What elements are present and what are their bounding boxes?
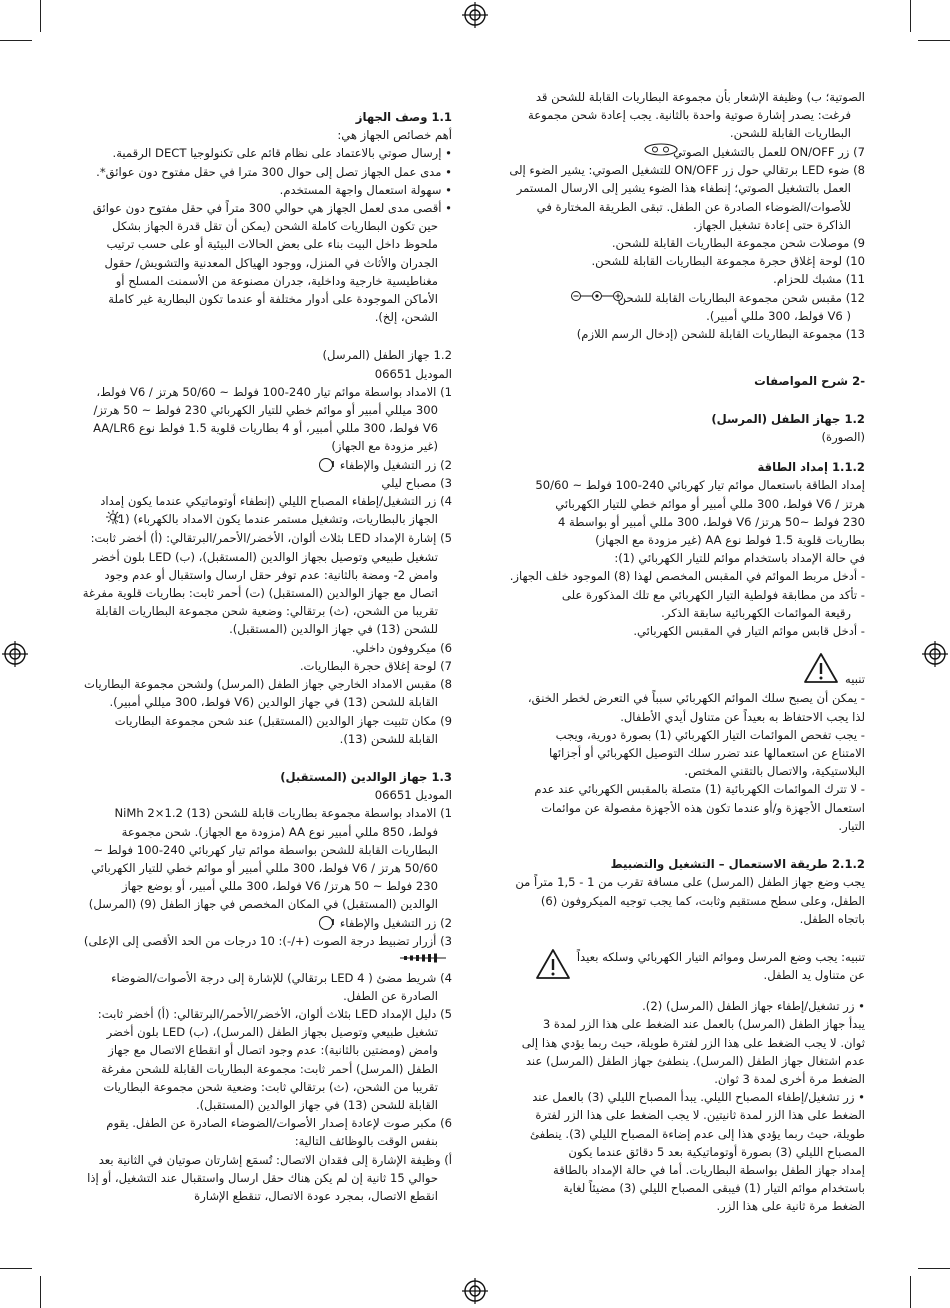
trim-mark bbox=[40, 0, 41, 32]
list-item bbox=[82, 456, 452, 474]
bullet-item: • سهولة استعمال واجهة المستخدم. bbox=[279, 182, 452, 197]
list-item: أ) وظيفة الإشارة إلى فقدان الاتصال: تُسمَع إشارتان صوتيان في الثانية بعد حوالي 15 ثانية إن لم يكن هناك حقل ارسال واستقبال عند التشغيل، أو إذا انقطع الاتصال، بمجرد عودة الاتصال، تنقطع الإشارة bbox=[87, 1152, 452, 1203]
list-item bbox=[500, 289, 865, 308]
text-line: 230 فولط ~50 هرتز/ V6 فولط، 300 مللي أمبير أو بواسطة 4 bbox=[557, 514, 865, 529]
text-line: التيار. bbox=[838, 818, 865, 833]
text-line: إمداد جهاز الطفل بواسطة البطاريات. أما في حالة الإمداد بالطاقة bbox=[553, 1162, 865, 1177]
text-line: الضغط مرة ثانية على هذا الزر. bbox=[716, 1199, 865, 1214]
list-item: 7) لوحة إغلاق حجرة البطاريات. bbox=[299, 658, 452, 673]
registration-mark-top bbox=[462, 2, 488, 28]
list-item: 6) مكبر صوت لإعادة إصدار الأصوات/الضوضاء الصادرة عن الطفل. يقوم بنفس الوقت بالوظائف التالية: bbox=[106, 1116, 452, 1149]
list-item-text: 7) زر ON/OFF للعمل بالتشغيل الصوتي bbox=[673, 144, 865, 159]
list-item: 13) مجموعة البطاريات القابلة للشحن (إدخال الرسم اللازم) bbox=[576, 327, 865, 342]
volume-scale-icon bbox=[398, 950, 434, 968]
list-item: ( V6 فولط، 300 مللي أمبير). bbox=[706, 309, 851, 324]
text-line: الصوتية؛ ب) وظيفة الإشعار بأن مجموعة البطاريات القابلة للشحن قد bbox=[535, 90, 865, 104]
warning-label: تنبيه bbox=[845, 672, 865, 687]
registration-mark-left bbox=[2, 641, 28, 667]
list-item bbox=[82, 914, 452, 932]
list-item: 9) موصلات شحن مجموعة البطاريات القابلة للشحن. bbox=[611, 236, 865, 251]
list-item-text: 2) زر التشغيل والإطفاء bbox=[339, 457, 452, 472]
text-line: المصباح الليلي (3) بصورة أوتوماتيكية بعد 5 دقائق عندما يكون bbox=[568, 1144, 865, 1159]
text-line: - أدخل قابس موائم التيار في المقبس الكهربائي. bbox=[633, 624, 865, 639]
bullet-item: • زر تشغيل/إطفاء جهاز الطفل (المرسل) (2). bbox=[642, 999, 865, 1014]
list-item: 8) ضوء LED برتقالي حول زر ON/OFF للتشغيل الصوتي: يشير الضوء إلى العمل بالتشغيل الصوتي؛ إنطفاء هذا الضوء يشير إلى الارسال المستمر للأصوات/الضوضاء الصادرة عن الطفل. تبقى الطريقة المختارة في الذاكرة حتى إعادة تشغيل الجهاز. bbox=[509, 163, 865, 232]
text-line: فرغت: يصدر إشارة صوتية واحدة بالثانية. يجب إعادة شحن مجموعة bbox=[528, 108, 851, 123]
list-item: 8) مقبس الامداد الخارجي جهاز الطفل (المرسل) ولشحن مجموعة البطاريات القابلة للشحن (13) في جهاز الوالدين (V6 فولط، 300 ميللي أمبير). bbox=[84, 677, 452, 710]
bullet-item: • مدى عمل الجهاز تصل إلى حوال 300 مترا في حقل مفتوح دون عوائق*. bbox=[96, 164, 452, 179]
warning-block bbox=[500, 652, 865, 689]
section-title: 1.2 جهاز الطفل (المرسل) bbox=[322, 348, 452, 363]
power-icon: I bbox=[319, 916, 333, 930]
list-item: 6) ميكروفون داخلي. bbox=[351, 640, 452, 655]
model-number: الموديل 06651 bbox=[374, 366, 452, 381]
trim-mark bbox=[0, 1268, 32, 1269]
registration-mark-bottom bbox=[462, 1278, 488, 1304]
section-title: 1.1 وصف الجهاز bbox=[355, 110, 452, 124]
text-line: تنبيه: يجب وضع المرسل وموائم التيار الكهربائي وسلكه بعيداً bbox=[576, 949, 865, 964]
bullet-item: • زر تشغيل/إطفاء المصباح الليلي. يبدأ المصباح الليلي (3) بالعمل عند bbox=[532, 1090, 865, 1105]
list-item: 5) إشارة الإمداد LED بثلاث ألوان، الأخضر/الأحمر/البرتقالي: (أ) أخضر ثابت: تشغيل طبيعي وتوصيل بجهاز الوالدين (المستقبل)، (ب) LED بلون أخضر وامض 2- ومضة بالثانية: عدم توفر حقل ارسال واستقبال أو عدم وجود اتصال مع جهاز الوالدين (المستقبل) (ت) أحمر ثابت: بطاريات قلوية مفرغة تقريبا من الشحن، (ث) برتقالي: وضعية شحن مجموعة البطاريات القابلة للشحن (13) في جهاز الوالدين (المستقبل). bbox=[82, 531, 452, 637]
text-line: يبدأ جهاز الطفل (المرسل) بالعمل عند الضغط على هذا الزر لمدة 3 bbox=[542, 1017, 865, 1032]
text-line: أهم خصائص الجهاز هي: bbox=[337, 128, 452, 143]
warning-triangle-icon bbox=[535, 948, 571, 985]
text-line: طويلة، حيث ربما يؤدي هذا إلى عدم إضاءة المصباح الليلي (3). ينطفئ bbox=[529, 1126, 865, 1141]
power-icon: I bbox=[319, 458, 333, 472]
list-item bbox=[82, 492, 452, 529]
warning-block bbox=[500, 948, 865, 985]
left-column bbox=[82, 108, 452, 1205]
list-item: 3) مصباح ليلي bbox=[381, 475, 452, 490]
trim-mark bbox=[40, 1276, 41, 1308]
list-item bbox=[500, 143, 865, 162]
list-item: 10) لوحة إغلاق حجرة مجموعة البطاريات القابلة للشحن. bbox=[591, 254, 865, 269]
right-column bbox=[500, 88, 865, 1216]
text-line: - يمكن أن يصبح سلك الموائم الكهربائي سبباً في التعرض لخطر الخنق، bbox=[527, 691, 865, 706]
section-title: -2 شرح المواصفات bbox=[754, 373, 865, 388]
section-title: 1.3 جهاز الوالدين (المستقبل) bbox=[280, 769, 452, 784]
text-line: البطاريات القابلة للشحن. bbox=[729, 126, 851, 141]
trim-mark bbox=[0, 40, 32, 41]
text-line: - يجب تفحص الموائمات التيار الكهربائي (1) بصورة دورية، ويجب bbox=[555, 727, 865, 742]
trim-mark bbox=[910, 1276, 911, 1308]
text-line: البلاستيكية، والاتصال بالتقني المختص. bbox=[684, 764, 865, 779]
list-item-text: 2) زر التشغيل والإطفاء bbox=[339, 915, 452, 930]
list-item bbox=[82, 932, 452, 969]
list-item-text: 3) أزرار تضبيط درجة الصوت (+/-): 10 درجات من الحد الأقصى إلى الإعلى) bbox=[83, 933, 452, 948]
list-item: 1) الامداد بواسطة موائم تيار 240-100 فولط ~ 50/60 هرتز / V6 فولط، 300 ميللي أمبير أو موائم خطي للتيار الكهربائي 230 فولط ~ 50 هرتز/ V6 فولط، 300 مللي أمبير، أو 4 بطاريات قلوية 1.5 فولط نوع AA/LR6 (غير مزودة مع الجهاز) bbox=[93, 384, 452, 454]
text-line: رقيعة الموائمات الكهربائية سابقة الذكر. bbox=[661, 605, 851, 620]
text-line: الضغط على هذا الزر لمدة ثانيتين. لا يجب الضغط على هذا الزر لفترة bbox=[535, 1108, 865, 1123]
caption-text: (الصورة) bbox=[821, 430, 865, 445]
trim-mark bbox=[918, 1268, 950, 1269]
text-line: الضغط مرة أخرى لمدة 3 ثوان. bbox=[714, 1071, 865, 1086]
registration-mark-right bbox=[922, 641, 948, 667]
list-item: 1) الامداد بواسطة مجموعة بطاريات قابلة للشحن (13) NiMh 2×1.2 فولط، 850 مللي أمبير نوع AA (مزودة مع الجهاز). شحن مجموعة البطاريات القابلة للشحن بواسطة موائم تيار كهربائي 240-100 فولط ~ 50/60 هرتز / V6 فولط، 300 مللي أمبير أو موائم خطي للتيار الكهربائي 230 فولط ~ 50 هرتز/ V6 فولط، 300 مللي أمبير، أو بوضع جهاز الوالدين (المستقبل) في المكان المخصص في جهاز الطفل (9) (المرسل) bbox=[88, 806, 452, 912]
polarity-icon bbox=[570, 289, 610, 307]
text-line: هرتز / V6 فولط، 300 مللي أمبير أو موائم خطي للتيار الكهربائي bbox=[555, 496, 865, 511]
text-line: - أدخل مربط الموائم في المقبس المخصص لهذا (8) الموجود خلف الجهاز. bbox=[509, 569, 865, 584]
list-item: 9) مكان تثبيت جهاز الوالدين (المستقبل) عند شحن مجموعة البطاريات القابلة للشحن (13). bbox=[114, 713, 452, 746]
text-line: في حالة الإمداد باستخدام موائم للتيار الكهربائي (1): bbox=[614, 551, 865, 566]
text-line: لذا يجب الاحتفاظ به بعيداً عن متناول أيدي الأطفال. bbox=[620, 709, 865, 724]
text-line: الطفل، وعلى سطح مستقيم وثابت، كما يجب توجيه الميكروفون (6) bbox=[540, 893, 865, 908]
voice-activation-icon bbox=[643, 143, 665, 161]
text-line: عدم اشتغال جهاز الطفل (المرسل). ينطفئ جهاز الطفل (المرسل) عند bbox=[525, 1053, 865, 1068]
list-item: 11) مشبك للحزام. bbox=[773, 272, 865, 287]
text-line: ثوان. لا يجب الضغط على هذا الزر لفترة طويلة، حيث ربما يؤدي هذا إلى bbox=[521, 1035, 865, 1050]
section-title: 1.2 جهاز الطفل (المرسل) bbox=[711, 411, 865, 426]
text-line: - لا تترك الموائمات الكهربائية (1) متصلة بالمقبس الكهربائي عند عدم bbox=[534, 782, 865, 797]
bullet-item: • أقصى مدى لعمل الجهاز هي حوالي 300 متراً في حقل مفتوح دون عوائق حين تكون البطاريات كاملة الشحن (يمكن أن تقل قدرة الجهاز بشكل ملحوظ داخل البيت بناء على بعض الحالات البيئية أو على حسب ترتيب الجدران والأثاث في المنزل، ووجود الهياكل المعدنية والتشويش/ حقول مغناطيسية خارجية وداخلية، جدران مصنوعة من الأسمنت المسلح أو الأماكن الموجودة على أدوار مختلفة أو عندما تكون البطارية غير كاملة الشحن، إلخ). bbox=[92, 201, 452, 325]
bullet-item: • إرسال صوتي بالاعتماد على نظام قائم على تكنولوجيا DECT الرقمية. bbox=[112, 146, 452, 161]
section-title: 2.1.2 طريقة الاستعمال – التشغيل والتضبيط bbox=[610, 857, 865, 872]
text-line: عن متناول يد الطفل. bbox=[763, 968, 865, 983]
list-item-text: 12) مقبس شحن مجموعة البطاريات القابلة للشحن bbox=[617, 290, 865, 305]
list-item: 4) شريط مضئ ( 4 LED برتقالي) للإشارة إلى درجة الأصوات/الضوضاء الصادرة عن الطفل. bbox=[111, 970, 452, 1003]
section-title: 1.1.2 إمداد الطاقة bbox=[757, 460, 865, 475]
model-number: الموديل 06651 bbox=[374, 788, 452, 803]
text-line: الامتناع عن استعمالها عند تضرر سلك التوصيل الكهربائي أو أجزائها bbox=[548, 746, 865, 761]
text-line: باستخدام موائم التيار (1) فيبقى المصباح الليلي (3) مضيئاً لغاية bbox=[563, 1181, 865, 1196]
warning-triangle-icon bbox=[803, 652, 839, 689]
text-line: باتجاه الطفل. bbox=[799, 911, 865, 926]
list-item-text: 4) زر التشغيل/إطفاء المصباح الليلي (إنطفاء أوتوماتيكي عندما يكون إمداد الجهاز بالبطاريات، وتشغيل مستمر عندما يكون الامداد بالكهرباء) (1) bbox=[100, 494, 452, 527]
trim-mark bbox=[910, 0, 911, 32]
text-line: بطاريات قلوية 1.5 فولط نوع AA (غير مزودة مع الجهاز) bbox=[595, 533, 865, 548]
text-line: استعمال الأجهزة و/أو عندما تكون هذه الأجهزة مفصولة عن موائمات bbox=[541, 800, 865, 815]
text-line: - تأكد من مطابقة فولطية التيار الكهربائي مع تلك المذكورة على bbox=[561, 587, 865, 602]
trim-mark bbox=[918, 40, 950, 41]
text-line: إمداد الطاقة باستعمال موائم تيار كهربائي 240-100 فولط ~ 50/60 bbox=[535, 478, 865, 493]
text-line: يجب وضع جهاز الطفل (المرسل) على مسافة تقرب من 1 - 1,5 متراً من bbox=[515, 875, 865, 890]
list-item: 5) دليل الإمداد LED بثلاث ألوان، الأخضر/الأحمر/البرتقالي: (أ) أخضر ثابت: تشغيل طبيعي وتوصيل بجهاز الطفل (المرسل)، (ب) LED بلون أخضر وامض (ومضتين بالثانية): عدم وجود اتصال أو انقطاع الاتصال مع جهاز الطفل (المرسل) أحمر ثابت: مجموعة البطاريات القابلة للشحن مفرغة تقريبا من الشحن، (ث) برتقالي ثابت: وضعية شحن مجموعة البطاريات القابلة للشحن (13) في جهاز الوالدين (المستقبل). bbox=[97, 1006, 452, 1112]
